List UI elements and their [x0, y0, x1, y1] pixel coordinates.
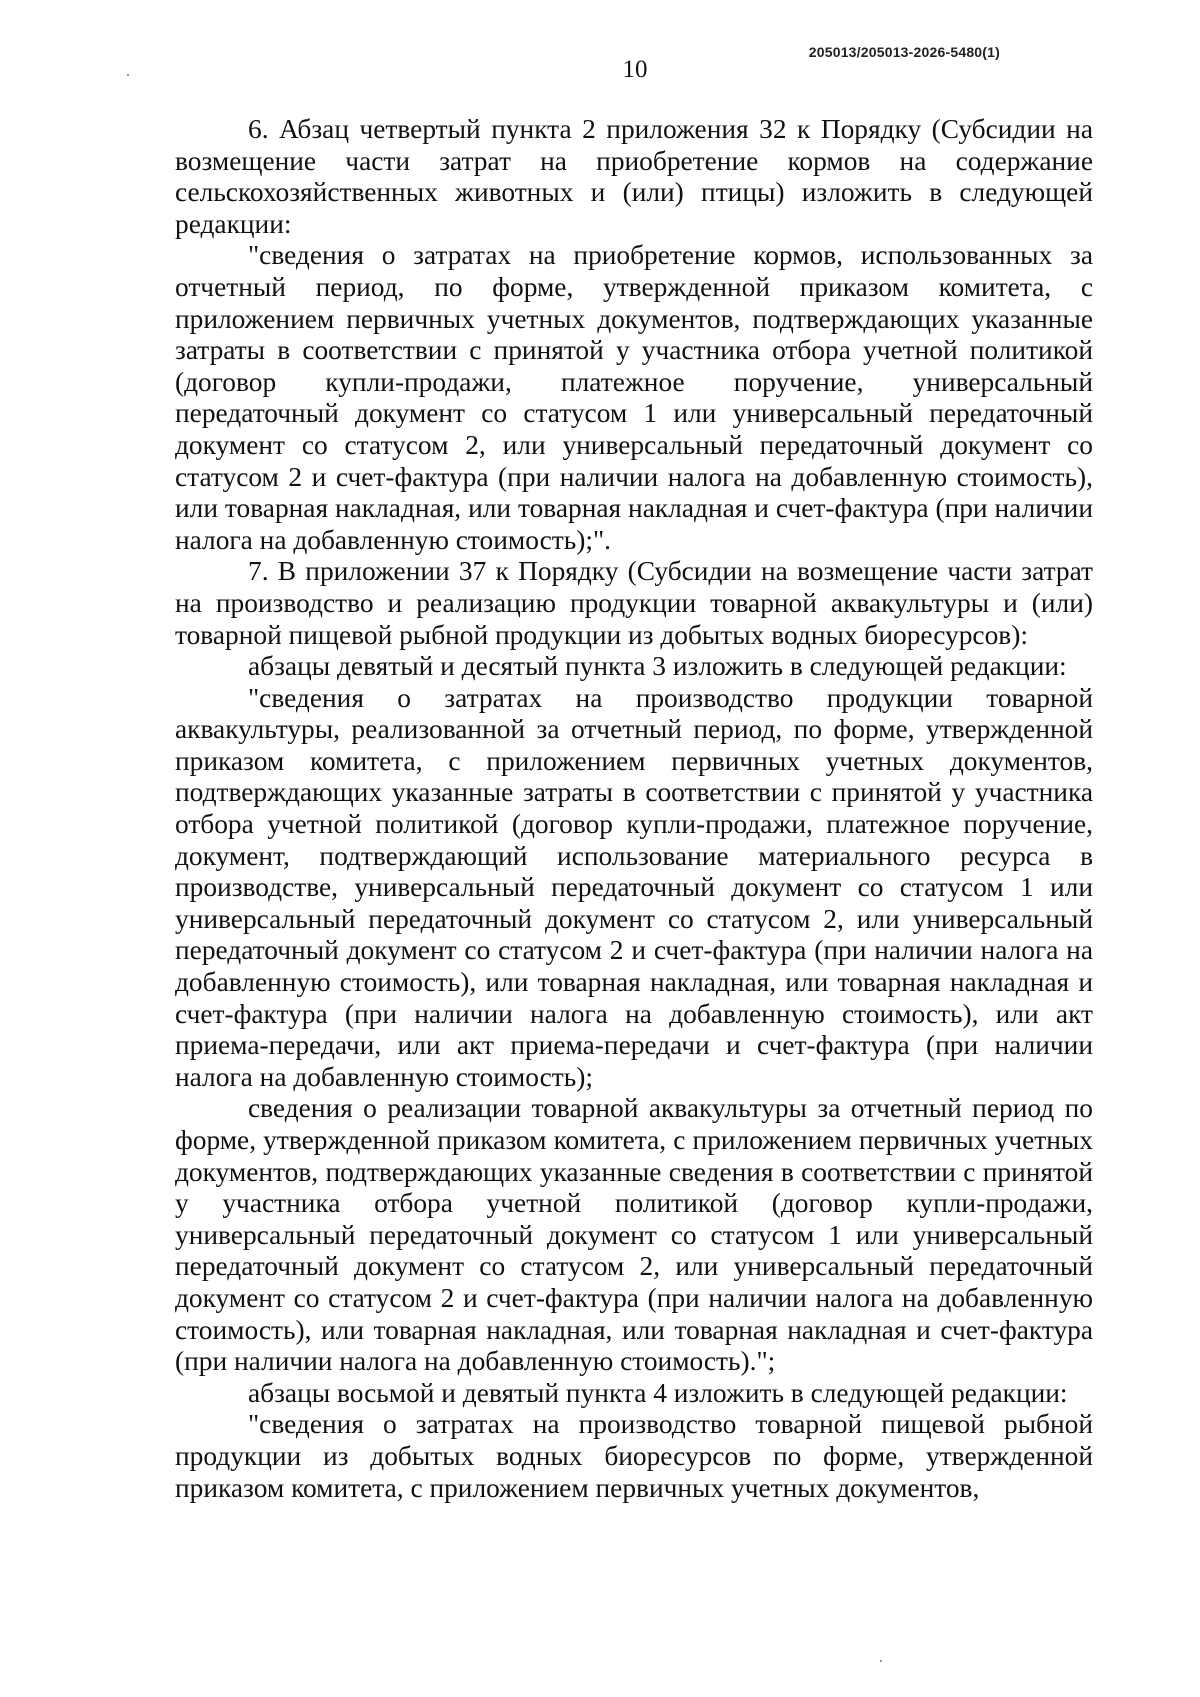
paragraph-item-6: 6. Абзац четвертый пункта 2 приложения 32 к Порядку (Субсидии на возмещение части затрат на приобретение кормов на содержание сельскохозяйственных животных и (или) птицы) изложить в следующей редакции: [175, 114, 1093, 239]
paragraph-point-4-instruction: абзацы восьмой и девятый пункта 4 изложить в следующей редакции: [248, 1377, 1068, 1408]
document-body [175, 114, 1093, 1504]
paragraph-point-3-instruction: абзацы девятый и десятый пункта 3 изложить в следующей редакции: [248, 651, 1067, 682]
scan-speck [880, 1660, 882, 1662]
quoted-paragraph-aquaculture-costs: "сведения о затратах на производство продукции товарной аквакультуры, реализованной за отчетный период, по форме, утвержденной приказом комитета, с приложением первичных учетных документов, подтверждающих указанные затраты в соответствии с принятой у участника отбора учетной политикой (договор купли-продажи, платежное поручение, документ, подтверждающий использование материального ресурса в производстве, универсальный передаточный документ со статусом 1 или универсальный передаточный документ со статусом 2, или универсальный передаточный документ со статусом 2 и счет-фактура (при наличии налога на добавленную стоимость), или товарная накладная, или товарная накладная и счет-фактура (при наличии налога на добавленную стоимость), или акт приема-передачи, или акт приема-передачи и счет-фактура (при наличии налога на добавленную стоимость); [175, 682, 1093, 1092]
quoted-paragraph-fish-product-costs: "сведения о затратах на производство товарной пищевой рыбной продукции из добытых водных биоресурсов по форме, утвержденной приказом комитета, с приложением первичных учетных документов, [175, 1409, 1093, 1503]
page-number: 10 [622, 56, 648, 83]
document-registration-number: 205013/205013-2026-5480(1) [808, 44, 1000, 60]
quoted-paragraph-feed-costs: "сведения о затратах на приобретение кормов, использованных за отчетный период, по форме, утвержденной приказом комитета, с приложением первичных учетных документов, подтверждающих указанные затраты в соответствии с принятой у участника отбора учетной политикой (договор купли-продажи, платежное поручение, универсальный передаточный документ со статусом 1 или универсальный передаточный документ со статусом 2, или универсальный передаточный документ со статусом 2 и счет-фактура (при наличии налога на добавленную стоимость), или товарная накладная, или товарная накладная и счет-фактура (при наличии налога на добавленную стоимость);". [175, 240, 1093, 555]
paragraph-item-7: 7. В приложении 37 к Порядку (Субсидии на возмещение части затрат на производство и реализацию продукции товарной аквакультуры и (или) товарной пищевой рыбной продукции из добытых водных биоресурсов): [175, 556, 1093, 650]
paragraph-aquaculture-sales: сведения о реализации товарной аквакультуры за отчетный период по форме, утвержденной приказом комитета, с приложением первичных учетных документов, подтверждающих указанные сведения в соответствии с принятой у участника отбора учетной политикой (договор купли-продажи, универсальный передаточный документ со статусом 1 или универсальный передаточный документ со статусом 2, или универсальный передаточный документ со статусом 2 и счет-фактура (при наличии налога на добавленную стоимость), или товарная накладная, или товарная накладная и счет-фактура (при наличии налога на добавленную стоимость)."; [175, 1093, 1093, 1377]
scan-speck [127, 74, 129, 76]
